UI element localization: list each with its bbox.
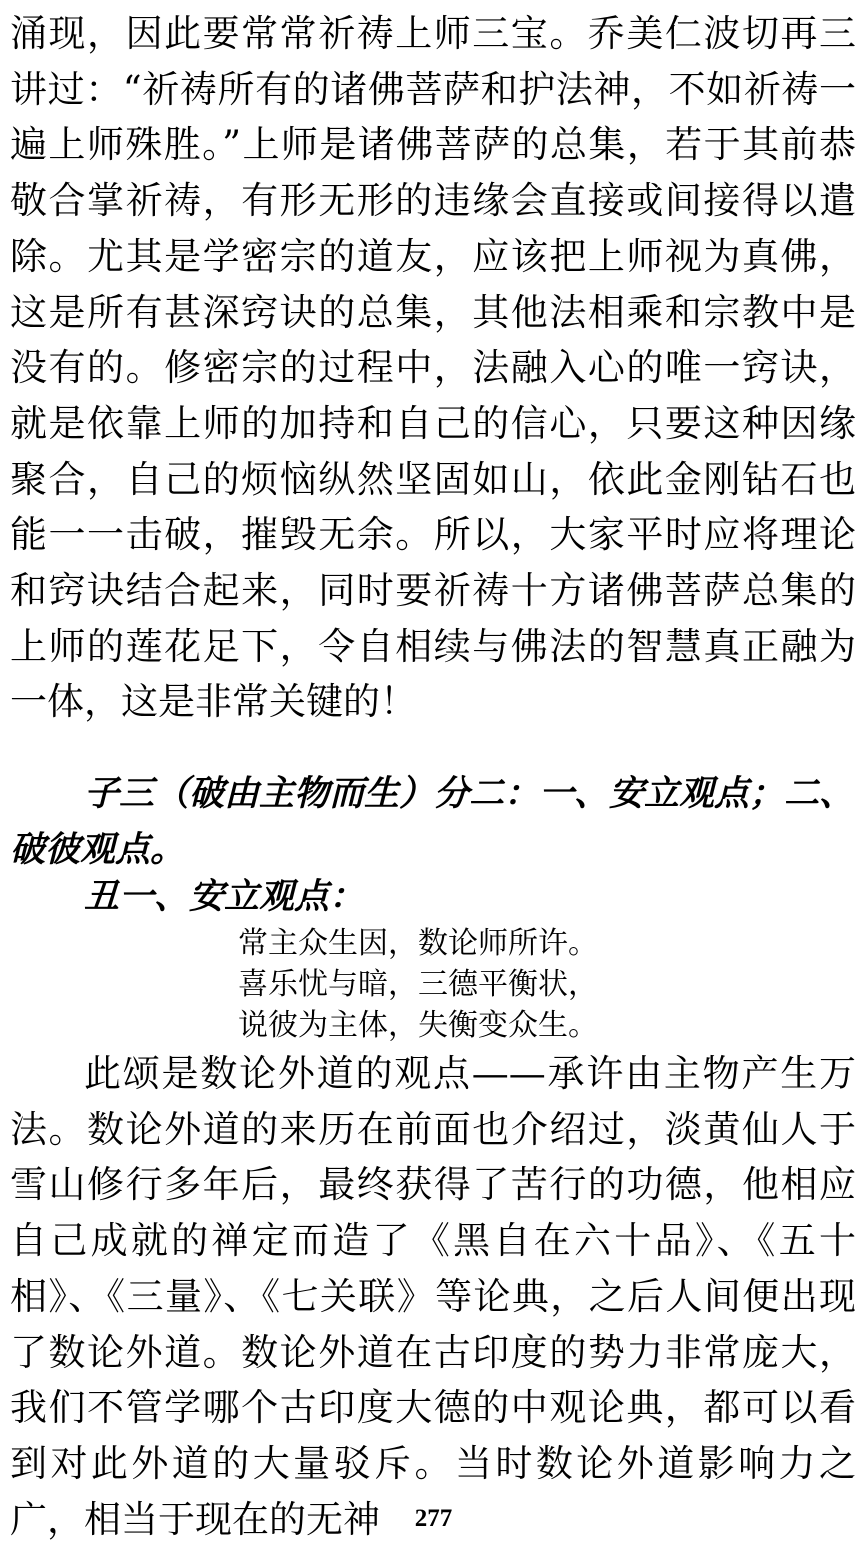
body-paragraph-commentary: 此颂是数论外道的观点——承许由主物产生万法。数论外道的来历在前面也介绍过，淡黄仙人于雪山修行多年后，最终获得了苦行的功德，他相应自己成就的禅定而造了《黑自在六十品》、《五十相》、《三量》、《七关联》等论典，之后人间便出现了数论外道。数论外道在古印度的势力非常庞大，我们不管学哪个古印度大德的中观论典，都可以看到对此外道的大量驳斥。当时数论外道影响力之广，相当于现在的无神	[10, 1052, 856, 1541]
body-paragraph-continued: 涌现，因此要常常祈祷上师三宝。乔美仁波切再三讲过：“祈祷所有的诸佛菩萨和护法神，不如祈祷一遍上师殊胜。”上师是诸佛菩萨的总集，若于其前恭敬合掌祈祷，有形无形的违缘会直接或间接得以遣除。尤其是学密宗的道友，应该把上师视为真佛，这是所有甚深窍诀的总集，其他法相乘和宗教中是没有的。修密宗的过程中，法融入心的唯一窍诀，就是依靠上师的加持和自己的信心，只要这种因缘聚合，自己的烦恼纵然坚固如山，依此金刚钻石也能一一击破，摧毁无余。所以，大家平时应将理论和窍诀结合起来，同时要祈祷十方诸佛菩萨总集的上师的莲花足下，令自相续与佛法的智慧真正融为一体，这是非常关键的！	[10, 12, 856, 724]
verse-line-1: 常主众生因，数论师所许。	[238, 926, 598, 961]
page-number: 277	[414, 1505, 453, 1532]
subsection-heading: 丑一、安立观点：	[84, 877, 365, 917]
verse-line-2: 喜乐忧与暗，三德平衡状，	[238, 967, 598, 1002]
verse-block	[238, 923, 838, 1046]
verse-line-3: 说彼为主体，失衡变众生。	[238, 1008, 598, 1043]
section-heading: 子三（破由主物而生）分二：一、安立观点；二、破彼观点。	[10, 774, 855, 870]
